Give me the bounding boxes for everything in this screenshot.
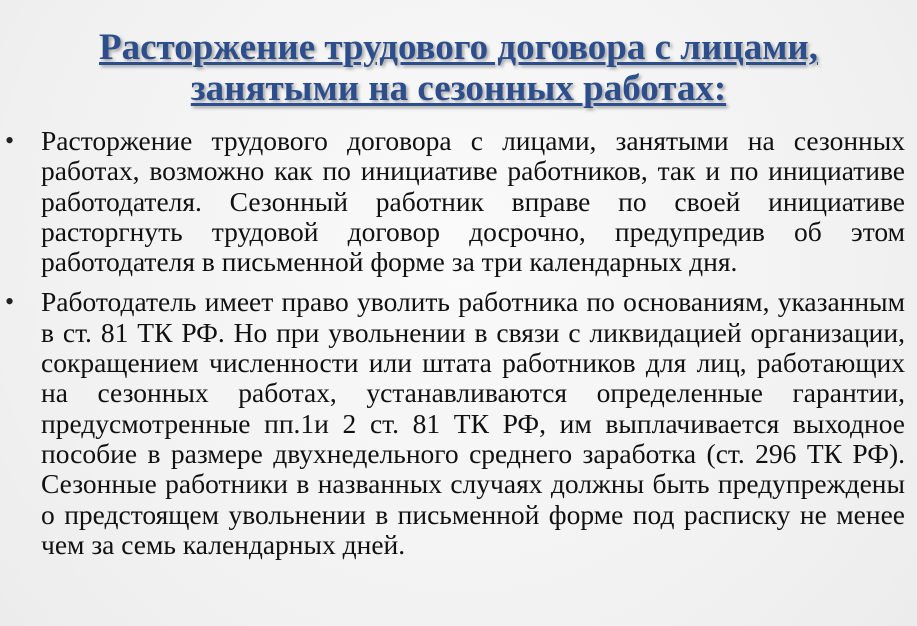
slide-title-line-2: занятыми на сезонных работах: — [190, 68, 727, 110]
bullet-item-2 — [0, 287, 917, 560]
bullet-item-1 — [0, 126, 917, 277]
bullet-text-1: Расторжение трудового договора с лицами, занятыми на сезонных работах, возможно как по инициативе работников, так и по инициативе работодателя. Сезонный работник вправе по своей инициативе расторгнуть трудовой договор досрочно, предупредив об этом работодателя в письменной форме за три календарных дня. — [41, 125, 905, 278]
bullet-marker-icon: • — [5, 126, 15, 155]
slide-title — [0, 27, 917, 110]
slide-title-line-1: Расторжение трудового договора с лицами, — [99, 26, 818, 68]
bullet-list — [0, 126, 917, 570]
bullet-marker-icon: • — [5, 287, 15, 317]
bullet-text-2: Работодатель имеет право уволить работника по основаниям, указанным в ст. 81 ТК РФ. Но при увольнении в связи с ликвидацией организации, сокращением численности или штата работников для лиц, работающих на сезонных работах, устанавливаются определенные гарантии, предусмотренные пп.1и 2 ст. 81 ТК РФ, им выплачивается выходное пособие в размере двухнедельного среднего заработка (ст. 296 ТК РФ). Сезонные работники в названных случаях должны быть предупреждены о предстоящем увольнении в письменной форме под расписку не менее чем за семь календарных дней. — [41, 286, 905, 560]
